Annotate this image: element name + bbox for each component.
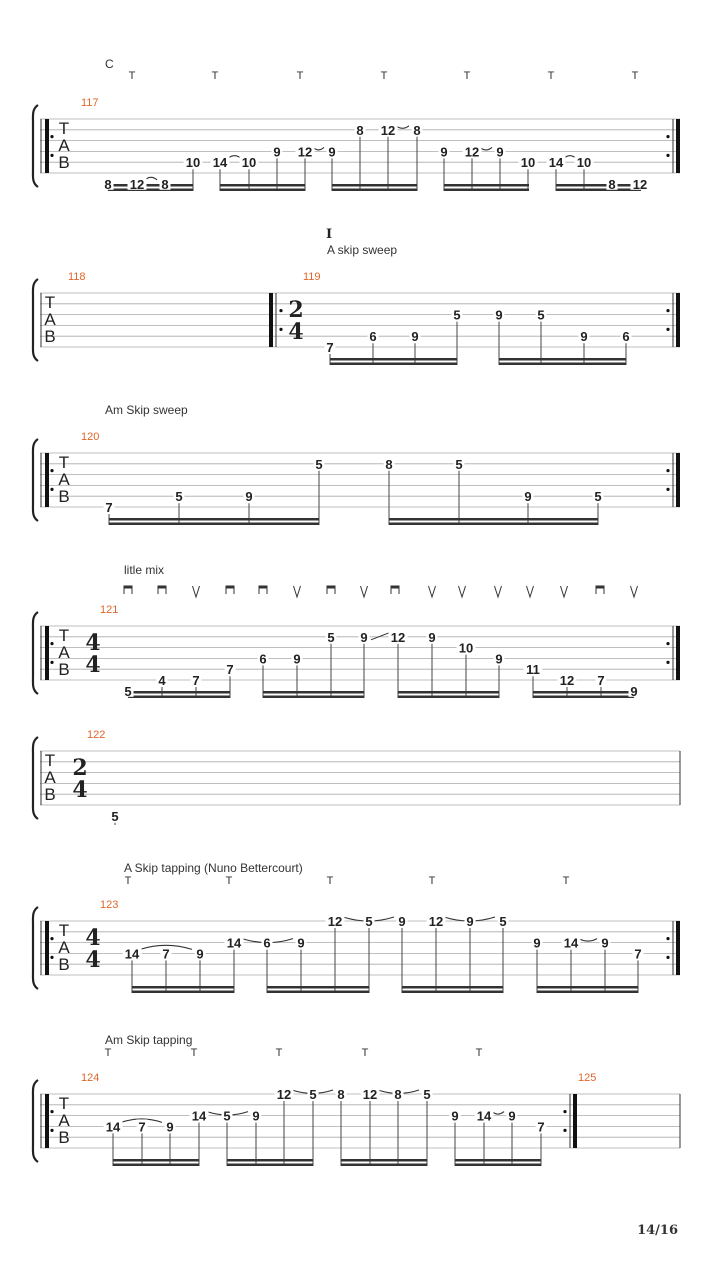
fret-number: 12 [362,1087,378,1102]
upstroke-icon [527,586,534,597]
tab-system [33,403,680,525]
fret-number: 11 [526,662,540,678]
beam [341,1164,427,1167]
repeat-start-thick-bar [45,119,49,173]
fret-number: 9 [273,144,281,160]
pull-off-arc [313,147,324,150]
beam [556,184,641,187]
tab-clef-a: A [58,643,70,662]
repeat-dot [666,309,669,312]
measure-number: 117 [81,97,99,109]
fret-number: 14 [124,946,140,962]
tab-clef-a: A [44,310,56,329]
tab-clef-a: A [58,136,70,155]
fret-number: 9 [293,651,301,667]
fret-number: 9 [411,329,419,345]
repeat-end-thick-bar [676,921,680,975]
repeat-dot [50,469,53,472]
beam [132,986,234,989]
measure-number: 119 [303,271,321,283]
beam [444,184,529,187]
repeat-dot [563,1129,566,1132]
fret-number: 14 [191,1108,207,1124]
repeat-end-thick-bar [676,626,680,680]
tab-clef-a: A [44,768,56,787]
beam [402,986,503,989]
fret-number: 5 [455,456,463,472]
fret-number: 5 [453,307,461,323]
fret-number: 5 [309,1087,317,1102]
repeat-dot [50,488,53,491]
repeat-start-thick-bar [45,626,49,680]
measure-number: 122 [87,729,106,741]
fret-number: 9 [524,489,532,505]
fret-number: 9 [166,1119,174,1135]
system-bracket [33,1080,38,1162]
fret-number: 9 [328,144,336,160]
downstroke-bar [158,586,166,589]
tap-marker: T [190,1047,198,1059]
time-signature-bottom: 4 [288,319,304,345]
fret-number: 7 [138,1119,146,1135]
fret-number: 8 [356,122,364,138]
fret-number: 5 [423,1087,431,1102]
fret-number: 12 [390,629,406,645]
fret-number: 12 [632,176,648,192]
fret-number: 12 [297,144,313,160]
tab-clef-t: T [58,119,70,138]
fret-number: 5 [175,489,183,505]
tab-clef-b: B [58,487,70,506]
tab-clef-t: T [58,1094,70,1113]
beam [109,518,319,521]
beam [108,189,193,192]
time-signature-top: 4 [85,925,101,951]
time-signature-bottom: 4 [85,652,101,678]
tab-clef-b: B [58,955,70,974]
beam [113,1164,199,1167]
tap-marker: T [326,875,334,887]
fret-number: 9 [440,144,448,160]
fret-number: 12 [428,914,444,929]
fret-number: 14 [563,935,579,951]
fret-number: 5 [223,1108,231,1124]
beam [220,189,305,192]
fret-number: 8 [394,1087,402,1102]
tap-marker: T [104,1047,112,1059]
fret-number: 9 [451,1108,459,1124]
upstroke-icon [429,586,436,597]
tab-clef-a: A [58,938,70,957]
beam [499,363,626,366]
measure-number: 123 [100,899,119,911]
fret-number: 7 [162,946,170,962]
beam [537,991,638,994]
tab-clef-b: B [44,785,56,804]
upstroke-icon [294,586,301,597]
hammer-on-arc [145,177,157,180]
fret-number: 7 [634,946,642,962]
fret-number: 5 [111,808,119,824]
beam [332,184,417,187]
fret-number: 9 [428,629,436,645]
page-number: 14/16 [637,1223,678,1238]
repeat-dot [666,328,669,331]
fret-number: 10 [576,155,592,171]
fret-number: 14 [476,1108,492,1124]
tab-system [33,57,680,192]
fret-number: 9 [495,307,503,323]
downstroke-bar [327,586,335,589]
beam [128,691,230,694]
tab-system [33,729,680,825]
repeat-dot [666,488,669,491]
time-signature-bottom: 4 [85,947,101,973]
tap-marker: T [631,70,639,82]
upstroke-icon [495,586,502,597]
tap-marker: T [296,70,304,82]
beam [533,691,634,694]
fret-number: 9 [398,914,406,929]
repeat-end-thick-bar [573,1094,577,1148]
fret-number: 9 [297,935,305,951]
hammer-on-arc [228,156,241,159]
repeat-dot [666,469,669,472]
tab-clef-a: A [58,1111,70,1130]
beam [332,189,417,192]
beam [128,696,230,699]
repeat-dot [666,956,669,959]
fret-number: 9 [508,1108,516,1124]
repeat-dot [50,937,53,940]
fret-number: 9 [245,489,253,505]
fret-number: 9 [495,651,503,667]
repeat-end-thick-bar [676,453,680,507]
fret-number: 12 [327,914,343,929]
repeat-end-thick-bar [676,119,680,173]
fret-number: 10 [520,155,536,171]
fret-number: 12 [276,1087,292,1102]
slide-line [371,633,389,640]
tab-clef-b: B [44,327,56,346]
annotation-text: A skip sweep [327,243,398,257]
fret-number: 10 [185,155,201,171]
fret-number: 8 [413,122,421,138]
fret-number: 7 [105,500,113,515]
beam [108,184,193,187]
beam [389,523,598,526]
tap-marker: T [275,1047,283,1059]
fret-number: 9 [496,144,504,160]
beam [499,358,626,361]
beam [267,991,369,994]
fret-number: 5 [365,914,373,929]
beam [220,184,305,187]
tab-clef-b: B [58,153,70,172]
tap-marker: T [380,70,388,82]
fret-number: 9 [533,935,541,951]
repeat-dot [563,1110,566,1113]
fret-number: 6 [369,329,377,345]
annotation-text: C [105,57,114,71]
hammer-on-arc [564,156,576,159]
repeat-dot [50,642,53,645]
fret-number: 7 [537,1119,545,1135]
downstroke-bar [391,586,399,589]
fret-number: 9 [601,935,609,951]
beam [402,991,503,994]
fret-number: 8 [608,176,616,192]
system-bracket [33,612,38,694]
tab-clef-b: B [58,1128,70,1147]
upstroke-icon [631,586,638,597]
fret-number: 8 [104,176,112,192]
fret-number: 14 [212,155,228,171]
downstroke-bar [596,586,604,589]
repeat-dot [50,661,53,664]
pull-off-arc [579,939,597,942]
tap-marker: T [211,70,219,82]
fret-number: 4 [158,673,166,688]
fret-number: 9 [630,683,638,699]
fret-number: 7 [192,673,200,688]
repeat-start-thick-bar [45,1094,49,1148]
beam [533,696,634,699]
tap-marker: T [428,875,436,887]
time-signature-top: 2 [288,297,304,323]
beam [263,696,364,699]
beam [444,189,529,192]
pull-off-arc [480,147,492,150]
annotation-text: A Skip tapping (Nuno Bettercourt) [124,861,303,875]
fret-number: 5 [124,683,132,699]
repeat-dot [50,135,53,138]
time-signature-bottom: 4 [72,777,88,803]
fret-number: 9 [360,629,368,645]
fret-number: 8 [385,456,393,472]
system-bracket [33,105,38,187]
repeat-end-thick-bar [676,293,680,347]
system-bracket [33,737,38,819]
fret-number: 9 [252,1108,260,1124]
tab-system [33,227,680,365]
repeat-end-thick-bar [269,293,273,347]
beam [341,1159,427,1162]
measure-number: 120 [81,431,100,443]
repeat-dot [279,309,282,312]
fret-number: 10 [241,155,257,171]
annotation-text: Am Skip sweep [105,403,188,417]
repeat-dot [666,661,669,664]
beam [537,986,638,989]
beam [389,518,598,521]
tab-clef-t: T [58,453,70,472]
fret-number: 5 [499,914,507,929]
fret-number: 5 [315,456,323,472]
fret-number: 9 [466,914,474,929]
beam [398,696,499,699]
fret-number: 7 [597,673,605,688]
tap-marker: T [475,1047,483,1059]
repeat-start-thick-bar [45,453,49,507]
tab-clef-t: T [58,626,70,645]
repeat-dot [666,937,669,940]
measure-number: 124 [81,1072,100,1084]
measure-number: 118 [68,271,86,283]
upstroke-icon [561,586,568,597]
section-marker: I [326,227,333,242]
system-bracket [33,439,38,521]
system-bracket [33,279,38,361]
fret-number: 10 [458,640,474,656]
tab-system [33,1033,680,1166]
tap-marker: T [562,875,570,887]
tap-marker: T [361,1047,369,1059]
pull-off-arc [396,126,409,129]
tab-clef-a: A [58,470,70,489]
annotation-text: Am Skip tapping [105,1033,193,1047]
upstroke-icon [193,586,200,597]
beam [267,986,369,989]
fret-number: 6 [263,935,271,951]
fret-number: 14 [105,1119,121,1135]
beam [227,1159,313,1162]
system-bracket [33,907,38,989]
tap-marker: T [128,70,136,82]
upstroke-icon [361,586,368,597]
repeat-dot [50,956,53,959]
fret-number: 7 [226,662,234,678]
downstroke-bar [124,586,132,589]
repeat-dot [666,135,669,138]
fret-number: 6 [622,329,630,345]
time-signature-top: 2 [72,755,88,781]
fret-number: 14 [548,155,564,171]
fret-number: 5 [327,629,335,645]
fret-number: 9 [580,329,588,345]
tab-clef-t: T [44,293,56,312]
beam [556,189,641,192]
repeat-dot [666,642,669,645]
beam [455,1159,541,1162]
fret-number: 12 [380,122,396,138]
time-signature-top: 4 [85,630,101,656]
fret-number: 9 [196,946,204,962]
repeat-dot [50,1110,53,1113]
tab-clef-b: B [58,660,70,679]
beam [455,1164,541,1167]
fret-number: 12 [559,673,575,688]
fret-number: 5 [594,489,602,505]
repeat-start-thick-bar [45,921,49,975]
repeat-dot [279,328,282,331]
downstroke-bar [259,586,267,589]
beam [263,691,364,694]
fret-number: 14 [226,935,242,951]
tab-system [33,861,680,993]
tab-system [33,563,680,699]
repeat-dot [666,154,669,157]
tap-marker: T [463,70,471,82]
fret-number: 8 [337,1087,345,1102]
beam [330,358,457,361]
repeat-dot [50,154,53,157]
tab-clef-t: T [58,921,70,940]
beam [132,991,234,994]
tap-marker: T [225,875,233,887]
measure-number: 121 [100,604,119,616]
fret-number: 12 [129,176,145,192]
fret-number: 8 [161,176,169,192]
fret-number: 7 [326,340,334,355]
pull-off-arc [492,1112,504,1115]
beam [227,1164,313,1167]
measure-number: 125 [578,1072,597,1084]
beam [113,1159,199,1162]
repeat-dot [50,1129,53,1132]
beam [398,691,499,694]
beam [109,523,319,526]
tab-clef-t: T [44,751,56,770]
tap-marker: T [547,70,555,82]
fret-number: 6 [259,651,267,667]
upstroke-icon [459,586,466,597]
downstroke-bar [226,586,234,589]
tap-marker: T [124,875,132,887]
beam [330,363,457,366]
annotation-text: litle mix [124,563,165,577]
fret-number: 12 [464,144,480,160]
fret-number: 5 [537,307,545,323]
